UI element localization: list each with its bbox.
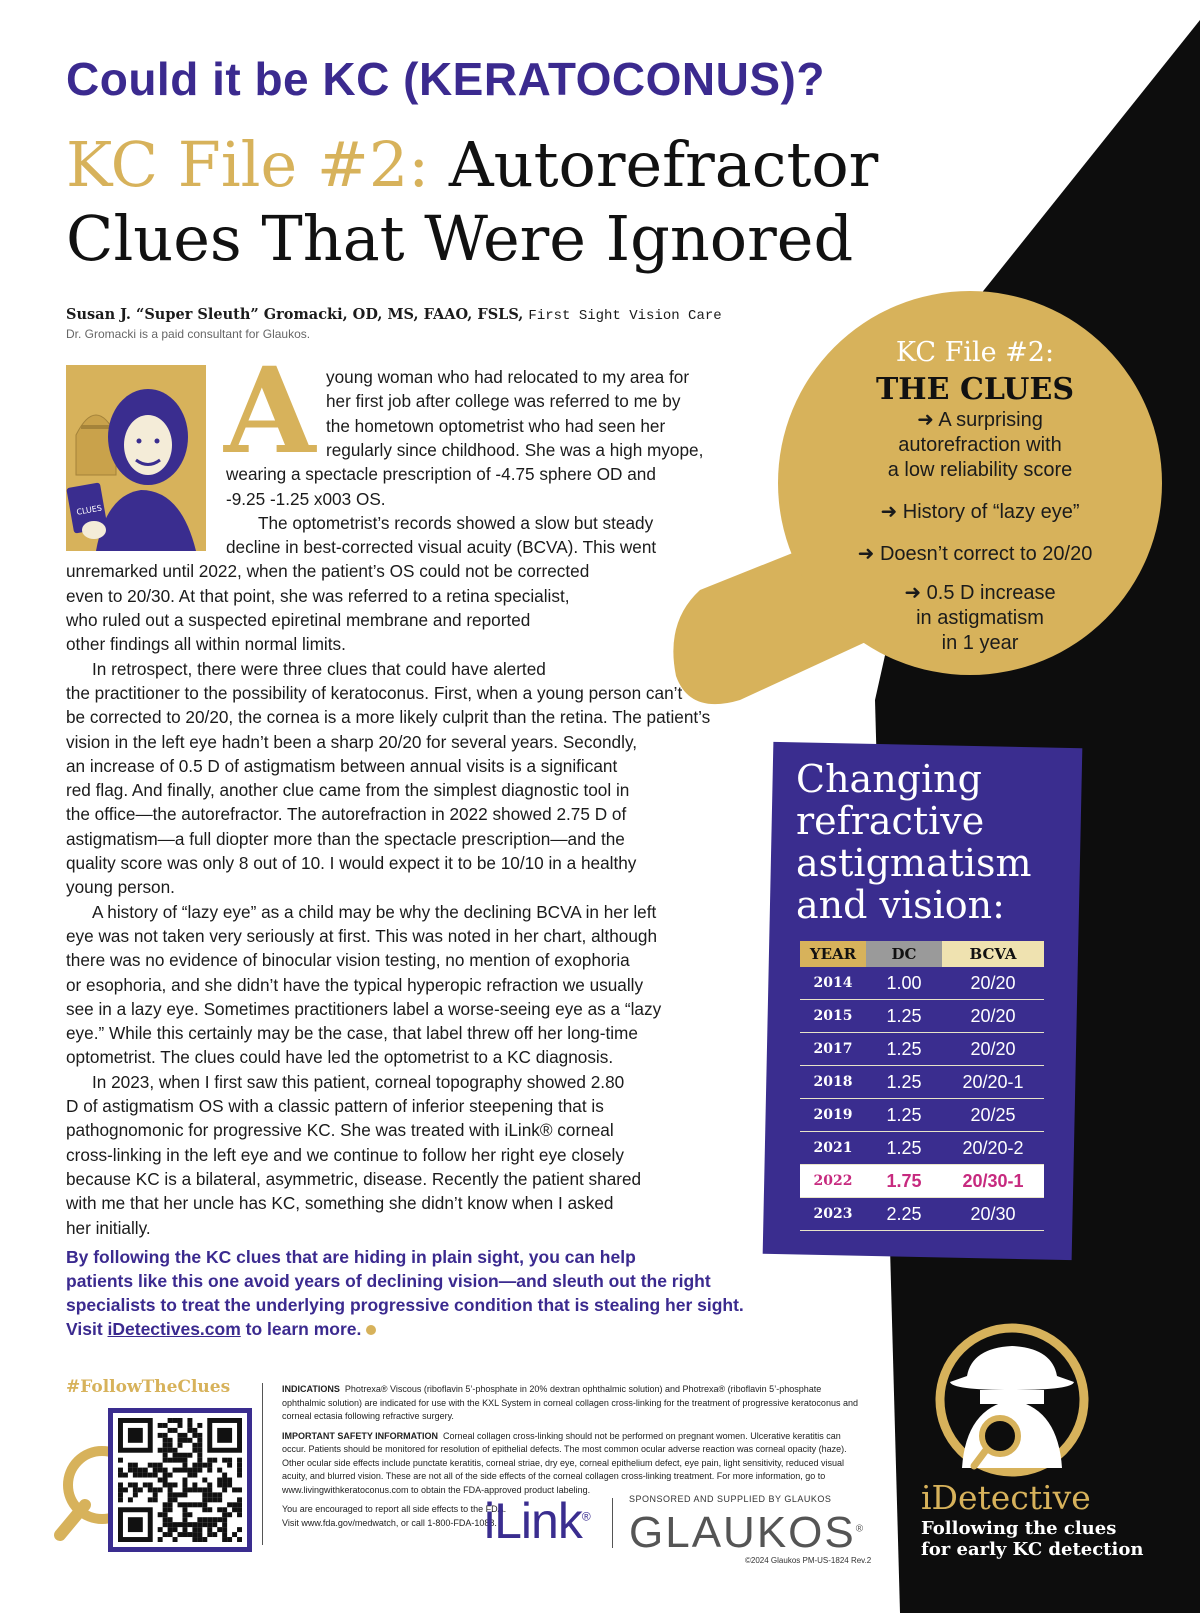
table-row bbox=[800, 1099, 1044, 1132]
sponsor-text: SPONSORED AND SUPPLIED BY GLAUKOS bbox=[629, 1494, 832, 1504]
year-cell: 2015 bbox=[800, 1000, 866, 1033]
article-line: her initially. bbox=[66, 1218, 151, 1238]
isi-block bbox=[282, 1430, 862, 1498]
glaukos-logo bbox=[629, 1508, 865, 1558]
article-callout bbox=[66, 1245, 744, 1341]
bcva-cell: 20/20-1 bbox=[942, 1066, 1044, 1099]
article-line: the practitioner to the possibility of keratoconus. First, when a young person can’t bbox=[66, 683, 683, 703]
panel-title-line: astigmatism bbox=[796, 841, 1032, 885]
clue-line: ➜ Doesn’t correct to 20/20 bbox=[857, 543, 1093, 565]
bcva-cell: 20/30 bbox=[942, 1198, 1044, 1231]
hashtag: #FollowTheClues bbox=[66, 1377, 231, 1397]
bullet-dot-icon bbox=[366, 1325, 376, 1335]
table-row bbox=[800, 1000, 1044, 1033]
article-line: young woman who had relocated to my area for bbox=[326, 367, 690, 387]
table-header-row bbox=[800, 941, 1044, 967]
table-row bbox=[800, 1033, 1044, 1066]
article-line: even to 20/30. At that point, she was referred to a retina specialist, bbox=[66, 586, 570, 606]
bcva-cell: 20/20 bbox=[942, 1000, 1044, 1033]
tagline-line: for early KC detection bbox=[921, 1539, 1144, 1560]
clues-heading: THE CLUES bbox=[875, 372, 1074, 407]
year-cell: 2019 bbox=[800, 1099, 866, 1132]
article-line: decline in best-corrected visual acuity (BCVA). This went bbox=[226, 537, 657, 557]
title-line2: Clues That Were Ignored bbox=[66, 202, 854, 275]
article-line: see in a lazy eye. Sometimes practitioners label a worse-seeing eye as a “lazy bbox=[66, 999, 662, 1019]
glaukos-logo-text: GLAUKOS bbox=[629, 1508, 856, 1557]
article-line: vision in the left eye hadn’t been a sharp 20/20 for several years. Secondly, bbox=[66, 732, 638, 752]
callout-line: specialists to treat the underlying progressive condition that is stealing her sight. bbox=[66, 1295, 744, 1315]
clue-line: in astigmatism bbox=[916, 607, 1044, 629]
clue-item bbox=[830, 581, 1130, 656]
astigmatism-panel-title bbox=[796, 758, 1032, 926]
article-line: her first job after college was referred to me by bbox=[326, 391, 681, 411]
bcva-cell: 20/30-1 bbox=[942, 1165, 1044, 1198]
author-name: Susan J. “Super Sleuth” Gromacki, OD, MS, FAAO, FSLS, bbox=[66, 306, 524, 323]
clue-item bbox=[830, 408, 1130, 483]
article-line: unremarked until 2022, when the patient’s OS could not be corrected bbox=[66, 561, 590, 581]
year-cell: 2017 bbox=[800, 1033, 866, 1066]
article-line: D of astigmatism OS with a classic pattern of inferior steepening that is bbox=[66, 1096, 604, 1116]
author-disclosure: Dr. Gromacki is a paid consultant for Glaukos. bbox=[66, 327, 311, 341]
clue-item bbox=[830, 500, 1130, 525]
visit-suffix: to learn more. bbox=[240, 1319, 362, 1339]
visit-line bbox=[66, 1317, 744, 1341]
dc-cell: 1.25 bbox=[866, 1132, 942, 1165]
article-line: there was no evidence of binocular vision testing, no mention of exophoria bbox=[66, 950, 630, 970]
page-title bbox=[66, 128, 878, 276]
bcva-cell: 20/20 bbox=[942, 1033, 1044, 1066]
clue-line: ➜ History of “lazy eye” bbox=[880, 501, 1080, 523]
article-line: -9.25 -1.25 x003 OS. bbox=[226, 489, 386, 509]
bcva-cell: 20/25 bbox=[942, 1099, 1044, 1132]
ilink-registered-mark: ® bbox=[581, 1509, 590, 1524]
article-line: be corrected to 20/20, the cornea is a more likely culprit than the retina. The patient’s bbox=[66, 707, 711, 727]
ilink-logo bbox=[484, 1492, 590, 1550]
article-line: A history of “lazy eye” as a child may be why the declining BCVA in her left bbox=[92, 902, 657, 922]
isi-text: Corneal collagen cross-linking should not be performed on pregnant women. Ulcerative keratitis can occur. Patients should be monitored for resolution of epithelial defects. The most common ocular adverse reaction was corneal opacity (haze). Other ocular side effects include punctate keratitis, corneal striae, dry eye, corneal epithelium defect, eye pain, light sensitivity, reduced visual acuity, and blurred vision. These are not all of the side effects of the corneal collagen cross-linking treatment. For more information, go to www.livingwithkeratoconus.com to obtain the FDA-approved product labeling. bbox=[282, 1430, 847, 1495]
table-row bbox=[800, 1132, 1044, 1165]
article-line: In retrospect, there were three clues that could have alerted bbox=[92, 659, 546, 679]
article-line: In 2023, when I first saw this patient, corneal topography showed 2.80 bbox=[92, 1072, 625, 1092]
table-row bbox=[800, 1165, 1044, 1198]
article-line: the hometown optometrist who had seen her bbox=[326, 416, 666, 436]
article-line: the office—the autorefractor. The autorefraction in 2022 showed 2.75 D of bbox=[66, 804, 627, 824]
author-affiliation: First Sight Vision Care bbox=[528, 308, 722, 324]
page-kicker: Could it be KC (KERATOCONUS)? bbox=[66, 53, 825, 105]
table-row bbox=[800, 967, 1044, 1000]
panel-title-line: and vision: bbox=[796, 883, 1005, 927]
footer-divider bbox=[262, 1383, 263, 1545]
indications-label: INDICATIONS bbox=[282, 1384, 340, 1394]
isi-label: IMPORTANT SAFETY INFORMATION bbox=[282, 1430, 438, 1441]
article-line: regularly since childhood. She was a high myope, bbox=[326, 440, 704, 460]
article-line: quality score was only 8 out of 10. I would expect it to be 10/10 in a healthy bbox=[66, 853, 637, 873]
article-line: other findings all within normal limits. bbox=[66, 634, 346, 654]
glaukos-registered-mark: ® bbox=[855, 1523, 866, 1535]
qr-code[interactable] bbox=[108, 1408, 252, 1552]
astigmatism-table-body bbox=[800, 967, 1044, 1231]
article-line: young person. bbox=[66, 877, 175, 897]
article-line: pathognomonic for progressive KC. She was treated with iLink® corneal bbox=[66, 1120, 614, 1140]
astigmatism-table bbox=[800, 941, 1044, 1231]
year-cell: 2022 bbox=[800, 1165, 866, 1198]
year-cell: 2023 bbox=[800, 1198, 866, 1231]
portrait-book-label: CLUES bbox=[75, 503, 103, 517]
year-cell: 2021 bbox=[800, 1132, 866, 1165]
logo-divider bbox=[612, 1498, 613, 1548]
column-header-dc: DC bbox=[866, 941, 942, 967]
callout-line: patients like this one avoid years of declining vision—and sleuth out the right bbox=[66, 1271, 711, 1291]
table-row bbox=[800, 1198, 1044, 1231]
visit-prefix: Visit bbox=[66, 1319, 108, 1339]
clue-line: autorefraction with bbox=[898, 434, 1062, 456]
article-line: cross-linking in the left eye and we continue to follow her right eye closely bbox=[66, 1145, 624, 1165]
article-line: The optometrist’s records showed a slow but steady bbox=[258, 513, 654, 533]
indications-block bbox=[282, 1383, 862, 1424]
portrait-illustration bbox=[66, 365, 206, 551]
clue-item bbox=[810, 542, 1140, 567]
article-line: astigmatism—a full diopter more than the spectacle prescription—and the bbox=[66, 829, 625, 849]
clues-title: KC File #2: bbox=[895, 337, 1055, 368]
column-header-bcva: BCVA bbox=[942, 941, 1044, 967]
title-prefix: KC File #2: bbox=[66, 128, 430, 201]
idetectives-link[interactable]: iDetectives.com bbox=[107, 1319, 241, 1339]
idetective-title: iDetective bbox=[921, 1478, 1091, 1517]
clue-line: a low reliability score bbox=[887, 459, 1073, 481]
year-cell: 2014 bbox=[800, 967, 866, 1000]
dc-cell: 1.00 bbox=[866, 967, 942, 1000]
byline bbox=[66, 306, 722, 324]
table-row bbox=[800, 1066, 1044, 1099]
ilink-logo-text: iLink bbox=[484, 1493, 582, 1549]
article-dropcap: A bbox=[224, 341, 316, 480]
dc-cell: 2.25 bbox=[866, 1198, 942, 1231]
article-line: because KC is a bilateral, asymmetric, disease. Recently the patient shared bbox=[66, 1169, 642, 1189]
bcva-cell: 20/20 bbox=[942, 967, 1044, 1000]
callout-line: By following the KC clues that are hiding in plain sight, you can help bbox=[66, 1247, 636, 1267]
idetective-emblem-icon bbox=[922, 1318, 1102, 1488]
article-line: eye.” While this certainly may be the case, that label threw off her long-time bbox=[66, 1023, 638, 1043]
report-line: You are encouraged to report all side effects to the FDA. bbox=[282, 1504, 507, 1514]
article-line: with me that her uncle has KC, something she didn’t know when I asked bbox=[66, 1193, 614, 1213]
clue-line: ➜ 0.5 D increase bbox=[904, 582, 1056, 604]
panel-title-line: Changing bbox=[796, 757, 982, 801]
dc-cell: 1.25 bbox=[866, 1000, 942, 1033]
article-line: who ruled out a suspected epiretinal membrane and reported bbox=[66, 610, 531, 630]
dc-cell: 1.25 bbox=[866, 1033, 942, 1066]
column-header-year: YEAR bbox=[800, 941, 866, 967]
title-line1: Autorefractor bbox=[448, 128, 879, 201]
indications-text: Photrexa® Viscous (riboflavin 5’-phosphate in 20% dextran ophthalmic solution) and Photrexa® (riboflavin 5’-phosphate ophthalmic solution) are indicated for use with the KXL System in corneal collagen cross-linking for the treatment of progressive keratoconus and corneal ectasia following refractive surgery. bbox=[282, 1384, 858, 1421]
clue-line: ➜ A surprising bbox=[917, 409, 1043, 431]
article-line: or esophoria, and she didn’t have the typical hyperopic refraction we usually bbox=[66, 975, 644, 995]
idetective-tagline bbox=[921, 1518, 1143, 1560]
dc-cell: 1.25 bbox=[866, 1099, 942, 1132]
report-line: Visit www.fda.gov/medwatch, or call 1-800-FDA-1088. bbox=[282, 1517, 497, 1528]
dc-cell: 1.25 bbox=[866, 1066, 942, 1099]
dc-cell: 1.75 bbox=[866, 1165, 942, 1198]
copyright: ©2024 Glaukos PM-US-1824 Rev.2 bbox=[745, 1556, 872, 1565]
article-line: wearing a spectacle prescription of -4.75 sphere OD and bbox=[226, 464, 656, 484]
panel-title-line: refractive bbox=[796, 799, 985, 843]
article-line: optometrist. The clues could have led the optometrist to a KC diagnosis. bbox=[66, 1047, 614, 1067]
qr-code-graphic bbox=[118, 1418, 242, 1542]
tagline-line: Following the clues bbox=[921, 1518, 1117, 1539]
article-line: red flag. And finally, another clue came from the simplest diagnostic tool in bbox=[66, 780, 630, 800]
bcva-cell: 20/20-2 bbox=[942, 1132, 1044, 1165]
article-line: eye was not taken very seriously at first. This was noted in her chart, although bbox=[66, 926, 658, 946]
article-line: an increase of 0.5 D of astigmatism between annual visits is a significant bbox=[66, 756, 618, 776]
author-portrait bbox=[66, 365, 206, 551]
year-cell: 2018 bbox=[800, 1066, 866, 1099]
clue-line: in 1 year bbox=[941, 632, 1019, 654]
